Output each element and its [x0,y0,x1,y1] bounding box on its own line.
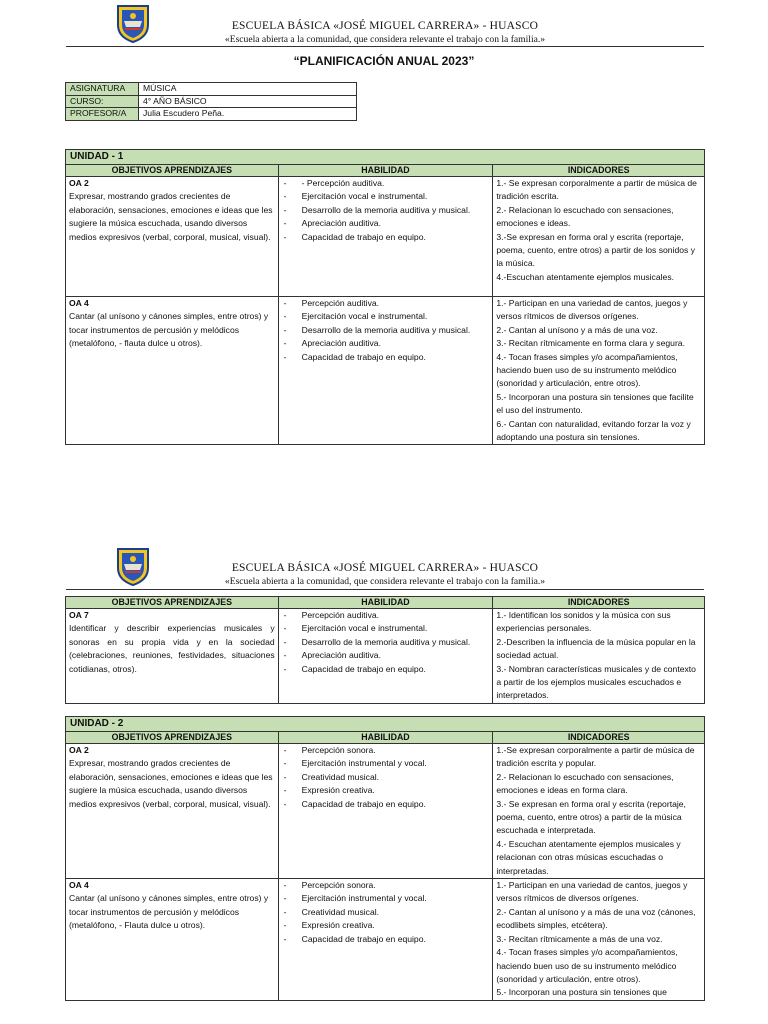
table-row [66,177,705,297]
skill-item: - - Percepción auditiva. [282,177,490,190]
indicators-cell [493,177,705,297]
table-row [66,609,705,704]
oa-text: Identificar y describir experiencias musicales y sonoras en su propia vida y en la sociedad (celebraciones, reuniones, festividades, situaciones cotidianas, otros). [69,623,275,674]
indicator-item: 2.- Cantan al unísono y a más de una voz. [496,324,658,335]
indicator-item: 1.- Participan en una variedad de cantos, juegos y versos rítmicos de diversos orígenes. [496,298,688,322]
skill-item: - Desarrollo de la memoria auditiva y musical. [282,324,490,337]
skill-item: - Capacidad de trabajo en equipo. [282,798,490,811]
indicator-item: 1.-Se expresan corporalmente a partir de música de tradición escrita y popular. [496,745,695,769]
skill-item: - Desarrollo de la memoria auditiva y musical. [282,636,490,649]
skill-item: - Capacidad de trabajo en equipo. [282,933,490,946]
indicator-item: 5.- Incorporan una postura sin tensiones que [496,987,667,998]
col-indicadores: INDICADORES [493,732,705,744]
skill-item: - Desarrollo de la memoria auditiva y musical. [282,204,490,217]
indicators-cell [493,744,705,879]
skill-item: - Expresión creativa. [282,919,490,932]
table-row [66,297,705,445]
skill-item: - Apreciación auditiva. [282,217,490,230]
indicator-item: 3.- Recitan rítmicamente en forma clara y segura. [496,338,685,349]
skills-cell [278,879,493,1001]
indicators-cell [493,609,705,704]
indicator-item: 4.- Tocan frases simples y/o acompañamientos, haciendo buen uso de su instrumento melódico (sonoridad y articulación, entre otros). [496,351,678,389]
skill-item: - Percepción auditiva. [282,609,490,622]
skill-item: - Ejercitación vocal e instrumental. [282,622,490,635]
info-value: Julia Escudero Peña. [139,108,357,121]
header-divider [66,46,704,47]
unit-title: UNIDAD - 2 [66,717,705,732]
page-title: “PLANIFICACIÓN ANUAL 2023” [293,54,475,68]
oa-text: Cantar (al unísono y cánones simples, entre otros) y tocar instrumentos de percusión y melódicos (metalófono, - Flauta dulce u otros). [69,893,269,931]
skills-cell [278,297,493,445]
indicators-cell [493,879,705,1001]
indicator-item: 3.- Nombran características musicales y de contexto a partir de los ejemplos musicales escuchados e interpretados. [496,663,696,701]
indicator-item: 3.- Recitan rítmicamente a más de una voz. [496,933,663,944]
col-objetivos: OBJETIVOS APRENDIZAJES [66,597,279,609]
header-divider [66,589,704,590]
skill-item: - Ejercitación vocal e instrumental. [282,310,490,323]
oa-text: Expresar, mostrando grados crecientes de elaboración, sensaciones, emociones e ideas que les sugiere la música escuchada, usando diversos medios expresivos (verbal, corporal, musical, visual). [69,191,273,242]
indicator-item: 4.- Tocan frases simples y/o acompañamientos, haciendo buen uso de su instrumento melódico (sonoridad y articulación, entre otros). [496,947,678,984]
col-objetivos: OBJETIVOS APRENDIZAJES [66,732,279,744]
indicator-item: 1.- Participan en una variedad de cantos, juegos y versos rítmicos de diversos orígenes. [496,880,688,904]
indicator-item: 3.- Se expresan en forma oral y escrita (reportaje, poema, cuento, entre otros) a partir de la música escuchada e interpretada. [496,798,686,836]
indicator-item: 2.-Describen la influencia de la música popular en la sociedad actual. [496,636,696,661]
table-row [66,744,705,879]
indicator-item: 4.-Escuchan atentamente ejemplos musicales. [496,271,675,282]
skills-cell [278,609,493,704]
indicator-item: 2.- Cantan al unísono y a más de una voz (cánones, ecodlibets simples, etcétera). [496,906,696,931]
info-row [66,95,357,108]
indicator-item: 5.- Incorporan una postura sin tensiones que facilite el uso del instrumento. [496,391,694,416]
oa-text: Expresar, mostrando grados crecientes de elaboración, sensaciones, emociones e ideas que les sugiere la música escuchada, usando diversos medios expresivos (verbal, corporal, musical, visual). [69,758,273,809]
school-name: ESCUELA BÁSICA «JOSÉ MIGUEL CARRERA» - HUASCO [231,562,539,574]
objective-cell [66,609,279,704]
indicator-item: 1.- Identifican los sonidos y la música con sus experiencias personales. [496,610,671,634]
col-habilidad: HABILIDAD [278,732,493,744]
skill-item: - Expresión creativa. [282,784,490,797]
indicator-item: 4.- Escuchan atentamente ejemplos musicales y relacionan con otras músicas escuchadas o interpretadas. [496,838,681,876]
skill-item: - Ejercitación instrumental y vocal. [282,892,490,905]
course-info-table [65,82,357,121]
col-indicadores: INDICADORES [493,597,705,609]
skill-item: - Percepción sonora. [282,744,490,757]
school-motto: «Escuela abierta a la comunidad, que considera relevante el trabajo con la familia.» [224,34,546,45]
indicator-item: 3.-Se expresan en forma oral y escrita (reportaje, poema, cuento, entre otros) a partir de los sonidos y la música. [496,231,696,269]
skill-item: - Capacidad de trabajo en equipo. [282,663,490,676]
objective-cell [66,177,279,297]
info-value: MÚSICA [139,83,357,96]
skills-cell [278,744,493,879]
school-logo [115,546,151,586]
indicator-item: 2.- Relacionan lo escuchado con sensaciones, emociones e ideas en forma clara. [496,771,674,796]
col-habilidad: HABILIDAD [278,165,493,177]
oa-code: OA 2 [69,178,89,188]
objective-cell [66,879,279,1001]
info-label: ASIGNATURA [66,83,139,96]
unit1-continued-table [65,596,705,704]
oa-code: OA 2 [69,745,89,755]
skills-cell [278,177,493,297]
objective-cell [66,297,279,445]
col-objetivos: OBJETIVOS APRENDIZAJES [66,165,279,177]
skill-item: - Percepción auditiva. [282,297,490,310]
skill-item: - Creatividad musical. [282,771,490,784]
info-value: 4° AÑO BÁSICO [139,95,357,108]
skill-item: - Ejercitación vocal e instrumental. [282,190,490,203]
skill-item: - Apreciación auditiva. [282,337,490,350]
indicator-item: 2.- Relacionan lo escuchado con sensaciones, emociones e ideas. [496,204,674,229]
skill-item: - Capacidad de trabajo en equipo. [282,231,490,244]
school-logo [115,3,151,43]
info-label: PROFESOR/A [66,108,139,121]
skill-item: - Apreciación auditiva. [282,649,490,662]
info-row [66,108,357,121]
unit2-table [65,716,705,1001]
unit1-table [65,149,705,445]
table-row [66,879,705,1001]
info-label: CURSO: [66,95,139,108]
info-row [66,83,357,96]
school-name: ESCUELA BÁSICA «JOSÉ MIGUEL CARRERA» - HUASCO [231,20,539,32]
unit-title: UNIDAD - 1 [66,150,705,165]
objective-cell [66,744,279,879]
indicator-item: 6.- Cantan con naturalidad, evitando forzar la voz y adoptando una postura sin tensiones. [496,418,691,443]
skill-item: - Ejercitación instrumental y vocal. [282,757,490,770]
school-motto: «Escuela abierta a la comunidad, que considera relevante el trabajo con la familia.» [224,576,546,587]
oa-code: OA 7 [69,610,89,620]
col-indicadores: INDICADORES [493,165,705,177]
indicator-item: 1.- Se expresan corporalmente a partir de música de tradición escrita. [496,178,697,202]
oa-text: Cantar (al unísono y cánones simples, entre otros) y tocar instrumentos de percusión y melódicos (metalófono, - flauta dulce u otros). [69,311,269,349]
indicators-cell [493,297,705,445]
skill-item: - Creatividad musical. [282,906,490,919]
skill-item: - Capacidad de trabajo en equipo. [282,351,490,364]
skill-item: - Percepción sonora. [282,879,490,892]
oa-code: OA 4 [69,880,89,891]
oa-code: OA 4 [69,298,89,308]
col-habilidad: HABILIDAD [278,597,493,609]
